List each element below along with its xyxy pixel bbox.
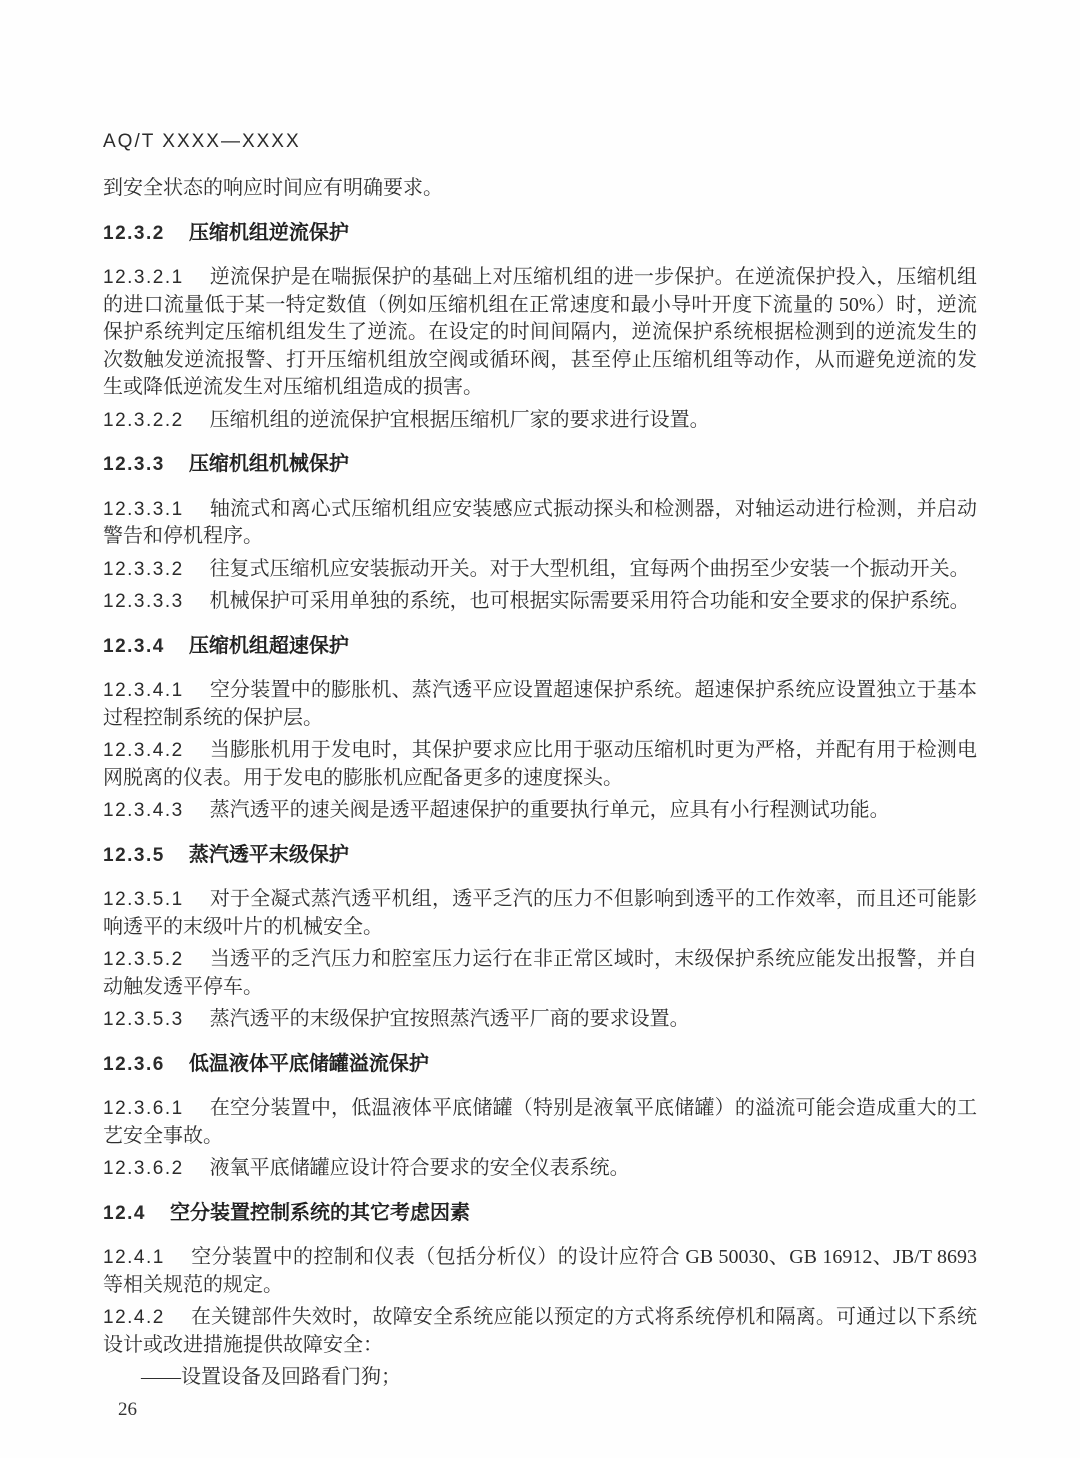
clause-text: 蒸汽透平的末级保护宜按照蒸汽透平厂商的要求设置。 — [209, 1008, 690, 1030]
clause-number: 12.4.1 — [103, 1247, 165, 1268]
section-number: 12.4 — [103, 1202, 146, 1224]
intro-paragraph: 到安全状态的响应时间应有明确要求。 — [103, 177, 443, 199]
clause-text: 轴流式和离心式压缩机组应安装感应式振动探头和检测器，对轴运动进行检测，并启动警告和停机程序。 — [103, 497, 977, 547]
section-heading-12-3-3 — [103, 451, 977, 479]
clause-number: 12.3.5.2 — [103, 949, 184, 970]
clause-number: 12.3.3.3 — [103, 591, 184, 612]
clause-text: 液氧平底储罐应设计符合要求的安全仪表系统。 — [209, 1157, 630, 1179]
clause-text: 当透平的乏汽压力和腔室压力运行在非正常区域时，末级保护系统应能发出报警，并自动触发透平停车。 — [103, 948, 977, 998]
section-heading-12-3-6 — [103, 1051, 977, 1079]
section-title: 空分装置控制系统的其它考虑因素 — [169, 1201, 470, 1224]
section-title: 低温液体平底储罐溢流保护 — [188, 1052, 429, 1075]
clause-text: 空分装置中的膨胀机、蒸汽透平应设置超速保护系统。超速保护系统应设置独立于基本过程控制系统的保护层。 — [103, 679, 977, 729]
clause-12-3-6-2 — [103, 1155, 977, 1183]
clause-12-4-1 — [103, 1244, 977, 1299]
clause-12-3-6-1 — [103, 1095, 977, 1150]
clause-text: 在关键部件失效时，故障安全系统应能以预定的方式将系统停机和隔离。可通过以下系统设计或改进措施提供故障安全： — [103, 1306, 977, 1356]
section-title: 压缩机组机械保护 — [188, 453, 349, 475]
clause-12-3-5-2 — [103, 946, 977, 1001]
clause-12-4-2 — [103, 1304, 977, 1359]
clause-12-3-4-2 — [103, 737, 977, 792]
clause-number: 12.3.3.1 — [103, 498, 184, 520]
clause-text: 蒸汽透平的速关阀是透平超速保护的重要执行单元，应具有小行程测试功能。 — [209, 799, 890, 821]
clause-number: 12.3.5.3 — [103, 1009, 184, 1030]
section-number: 12.3.3 — [103, 454, 165, 475]
clause-text: 压缩机组的逆流保护宜根据压缩机厂家的要求进行设置。 — [209, 408, 710, 431]
section-heading-12-3-4 — [103, 633, 977, 661]
section-number: 12.3.2 — [103, 222, 165, 244]
clause-text: 当膨胀机用于发电时，其保护要求应比用于驱动压缩机时更为严格，并配有用于检测电网脱离的仪表。用于发电的膨胀机应配备更多的速度探头。 — [103, 739, 977, 789]
clause-12-3-4-1 — [103, 677, 977, 732]
clause-12-3-3-2 — [103, 556, 977, 584]
page-number: 26 — [118, 1399, 137, 1420]
clause-number: 12.3.4.1 — [103, 680, 184, 701]
clause-12-3-2-1 — [103, 264, 977, 402]
clause-number: 12.3.3.2 — [103, 558, 184, 580]
section-number: 12.3.5 — [103, 844, 165, 866]
clause-12-3-3-1 — [103, 496, 977, 551]
clause-text: 逆流保护是在喘振保护的基础上对压缩机组的进一步保护。在逆流保护投入，压缩机组的进口流量低于某一特定数值（例如压缩机组在正常速度和最小导叶开度下流量的 50%）时，逆流保护系统判定压缩机组发生了逆流。在设定的时间间隔内，逆流保护系统根据检测到的逆流发生的次数触发逆流报警、打开压缩机组放空阀或循环阀，甚至停止压缩机组等动作，从而避免逆流的发生或降低逆流发生对压缩机组造成的损害。 — [103, 266, 977, 398]
clause-12-3-4-3 — [103, 797, 977, 825]
clause-number: 12.3.2.2 — [103, 409, 184, 431]
section-number: 12.3.6 — [103, 1053, 165, 1075]
clause-number: 12.3.4.2 — [103, 740, 184, 761]
section-title: 蒸汽透平末级保护 — [188, 843, 349, 866]
clause-text: 机械保护可采用单独的系统，也可根据实际需要采用符合功能和安全要求的保护系统。 — [209, 590, 970, 612]
section-number: 12.3.4 — [103, 635, 165, 657]
clause-12-3-5-1 — [103, 886, 977, 941]
clause-12-3-5-3 — [103, 1006, 977, 1034]
section-heading-12-4 — [103, 1200, 977, 1228]
clause-number: 12.3.6.1 — [103, 1098, 184, 1119]
em-dash-list-item: ——设置设备及回路看门狗； — [141, 1366, 401, 1388]
document-body — [103, 175, 977, 1397]
section-title: 压缩机组超速保护 — [188, 634, 349, 657]
clause-number: 12.3.6.2 — [103, 1158, 184, 1179]
clause-number: 12.4.2 — [103, 1307, 165, 1328]
clause-text: 往复式压缩机应安装振动开关。对于大型机组，宜每两个曲拐至少安装一个振动开关。 — [209, 557, 970, 580]
clause-text: 空分装置中的控制和仪表（包括分析仪）的设计应符合 GB 50030、GB 16912、JB/T 8693 等相关规范的规定。 — [103, 1246, 977, 1296]
clause-12-3-2-2 — [103, 407, 977, 435]
clause-text: 在空分装置中，低温液体平底储罐（特别是液氧平底储罐）的溢流可能会造成重大的工艺安全事故。 — [103, 1097, 977, 1147]
clause-text: 对于全凝式蒸汽透平机组，透平乏汽的压力不但影响到透平的工作效率，而且还可能影响透平的末级叶片的机械安全。 — [103, 888, 977, 938]
section-heading-12-3-5 — [103, 842, 977, 870]
section-title: 压缩机组逆流保护 — [188, 221, 349, 244]
clause-number: 12.3.2.1 — [103, 267, 184, 288]
section-heading-12-3-2 — [103, 220, 977, 248]
clause-number: 12.3.4.3 — [103, 800, 184, 821]
clause-12-3-3-3 — [103, 588, 977, 616]
clause-number: 12.3.5.1 — [103, 889, 184, 910]
running-header: AQ/T XXXX—XXXX — [103, 131, 301, 152]
